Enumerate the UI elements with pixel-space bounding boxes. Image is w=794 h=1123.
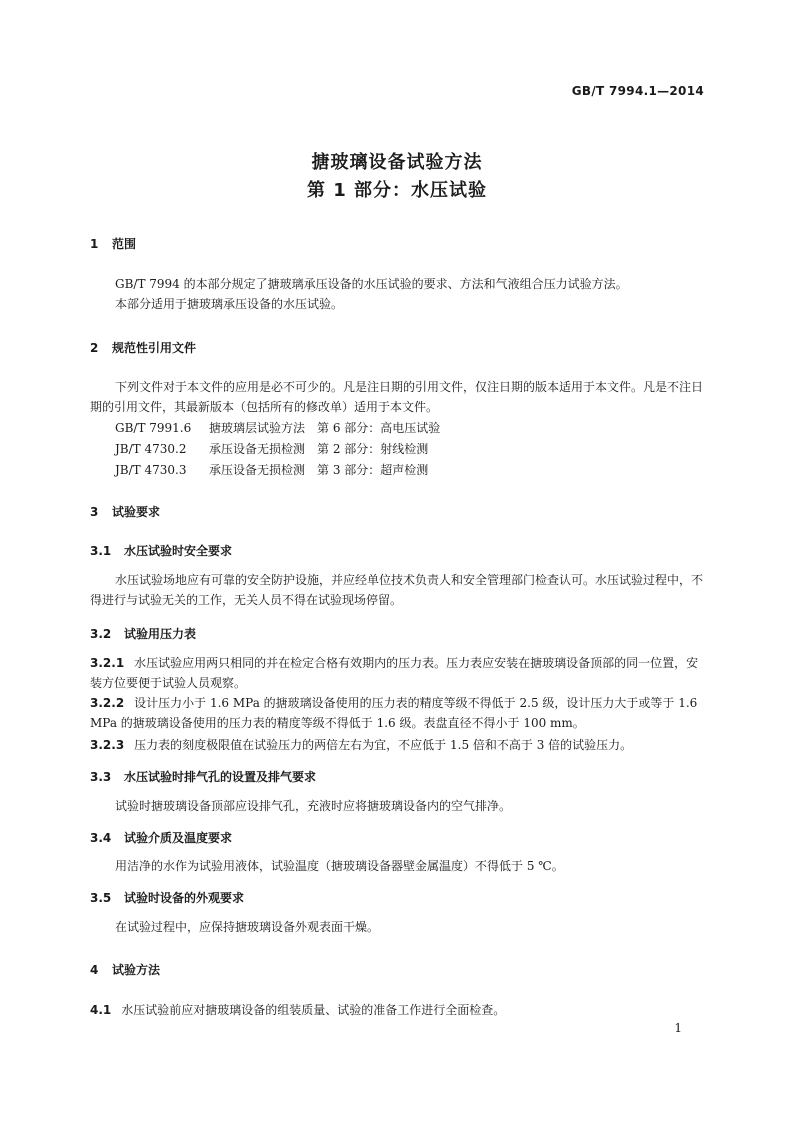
section-title: 试验方法 [112, 963, 161, 977]
clause-number: 3.2.3 [90, 738, 125, 752]
section-number: 4 [90, 963, 99, 977]
subsection-3-5-text: 在试验过程中，应保持搪玻璃设备外观表面干燥。 [115, 920, 380, 934]
reference-item [115, 440, 428, 457]
reference-item [115, 461, 428, 478]
subsection-3-1-text: 水压试验场地应有可靠的安全防护设施，并应经单位技术负责人和安全管理部门检查认可。水压试验过程中，不得进行与试验无关的工作，无关人员不得在试验现场停留。 [90, 573, 704, 607]
reference-title: 承压设备无损检测 第 2 部分：射线检测 [209, 442, 429, 456]
clause-3-2-3 [90, 735, 704, 755]
subsection-title: 试验介质及温度要求 [124, 831, 233, 845]
document-subtitle: 第 1 部分：水压试验 [306, 180, 488, 201]
subsection-3-5-heading [90, 889, 244, 906]
subsection-number: 3.2 [90, 627, 112, 641]
section-title: 试验要求 [112, 505, 161, 519]
reference-code: JB/T 4730.3 [115, 463, 187, 477]
section-number: 3 [90, 505, 99, 519]
document-title: 搪玻璃设备试验方法 [311, 152, 483, 173]
standard-code: GB/T 7994.1—2014 [571, 84, 704, 98]
page-number: 1 [674, 1021, 682, 1035]
subsection-title: 水压试验时排气孔的设置及排气要求 [124, 770, 317, 784]
section-2-paragraph: 下列文件对于本文件的应用是必不可少的。凡是注日期的引用文件，仅注日期的版本适用于本文件。凡是不注日期的引用文件，其最新版本（包括所有的修改单）适用于本文件。 [90, 380, 704, 414]
clause-text: 设计压力小于 1.6 MPa 的搪玻璃设备使用的压力表的精度等级不得低于 2.5 级，设计压力大于或等于 1.6 MPa 的搪玻璃设备使用的压力表的精度等级不得低于 1.6 级。表盘直径不得小于 100 mm。 [90, 696, 698, 730]
section-title: 规范性引用文件 [112, 341, 197, 355]
subsection-number: 3.3 [90, 770, 112, 784]
section-title: 范围 [112, 237, 137, 251]
clause-number: 4.1 [90, 1003, 112, 1017]
section-3-heading [90, 503, 160, 520]
clause-text: 压力表的刻度极限值在试验压力的两倍左右为宜，不应低于 1.5 倍和不高于 3 倍的试验压力。 [134, 738, 633, 752]
subsection-3-4-heading [90, 829, 232, 846]
subsection-title: 试验时设备的外观要求 [124, 891, 245, 905]
reference-title: 搪玻璃层试验方法 第 6 部分：高电压试验 [209, 421, 441, 435]
subsection-number: 3.5 [90, 891, 112, 905]
subsection-number: 3.1 [90, 544, 112, 558]
section-4-heading [90, 961, 160, 978]
section-number: 1 [90, 237, 99, 251]
clause-3-2-1 [90, 653, 704, 693]
section-number: 2 [90, 341, 99, 355]
section-1-heading [90, 235, 136, 252]
clause-number: 3.2.1 [90, 656, 125, 670]
section-1-paragraph-2: 本部分适用于搪玻璃承压设备的水压试验。 [115, 297, 344, 311]
section-2-heading [90, 339, 196, 356]
reference-title: 承压设备无损检测 第 3 部分：超声检测 [209, 463, 429, 477]
reference-code: GB/T 7991.6 [115, 421, 192, 435]
clause-text: 水压试验前应对搪玻璃设备的组装质量、试验的准备工作进行全面检查。 [121, 1003, 506, 1017]
clause-3-2-2 [90, 693, 704, 733]
subsection-number: 3.4 [90, 831, 112, 845]
reference-code: JB/T 4730.2 [115, 442, 187, 456]
clause-number: 3.2.2 [90, 696, 125, 710]
subsection-title: 水压试验时安全要求 [124, 544, 233, 558]
clause-4-1 [90, 1000, 704, 1020]
subsection-3-2-heading [90, 625, 196, 642]
subsection-3-1-heading [90, 542, 232, 559]
subsection-title: 试验用压力表 [124, 627, 197, 641]
subsection-3-4-text: 用洁净的水作为试验用液体，试验温度（搪玻璃设备器壁金属温度）不得低于 5 ℃。 [115, 859, 564, 873]
reference-item [115, 419, 440, 436]
subsection-3-3-heading [90, 768, 316, 785]
clause-text: 水压试验应用两只相同的并在检定合格有效期内的压力表。压力表应安装在搪玻璃设备顶部的同一位置，安装方位要便于试验人员观察。 [90, 656, 699, 690]
subsection-3-3-text: 试验时搪玻璃设备顶部应设排气孔，充液时应将搪玻璃设备内的空气排净。 [115, 799, 512, 813]
section-1-paragraph-1: GB/T 7994 的本部分规定了搪玻璃承压设备的水压试验的要求、方法和气液组合压力试验方法。 [115, 277, 628, 291]
